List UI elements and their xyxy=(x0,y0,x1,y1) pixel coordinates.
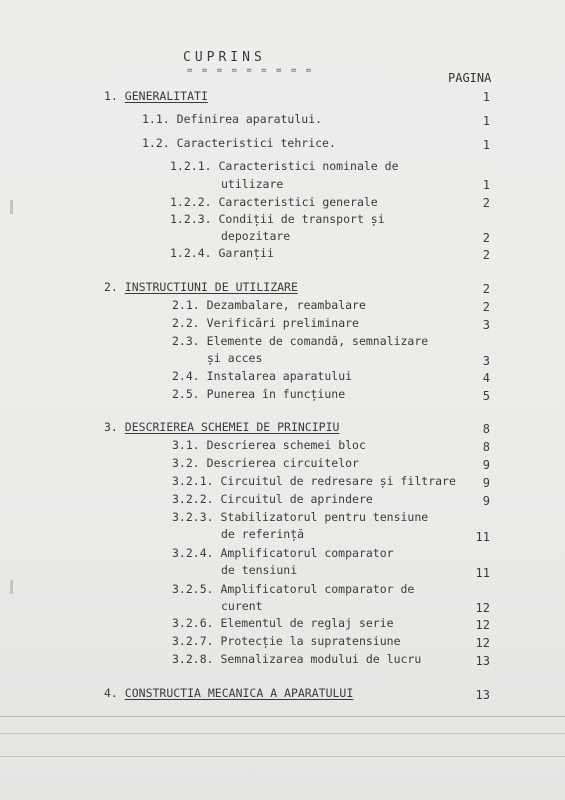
toc-number: 3.2.5. xyxy=(172,582,214,596)
scan-line xyxy=(0,756,565,757)
toc-page-number: 13 xyxy=(475,688,490,702)
toc-label: Punerea în funcțiune xyxy=(206,387,346,401)
toc-label-continuation: de referință xyxy=(221,527,305,541)
toc-label: Caracteristici tehrice. xyxy=(176,136,336,150)
toc-entry-1-2-1 xyxy=(170,159,399,173)
toc-section-heading: INSTRUCTIUNI DE UTILIZARE xyxy=(124,280,298,294)
toc-section-heading: DESCRIEREA SCHEMEI DE PRINCIPIU xyxy=(124,420,340,434)
toc-number: 3.2.6. xyxy=(172,616,214,630)
toc-entry-2-2 xyxy=(172,316,359,330)
toc-page-number: 2 xyxy=(482,231,490,245)
toc-label: Circuitul de aprindere xyxy=(220,492,373,506)
toc-label: Condiții de transport și xyxy=(218,212,385,226)
toc-page-number: 2 xyxy=(482,282,490,296)
scan-edge-mark xyxy=(10,200,13,214)
toc-number: 1.1. xyxy=(142,112,170,126)
toc-label: Caracteristici generale xyxy=(218,195,378,209)
toc-page-number: 1 xyxy=(482,90,490,104)
toc-number: 3.2.4. xyxy=(172,546,214,560)
toc-label-continuation: curent xyxy=(221,599,263,613)
toc-page-number: 2 xyxy=(482,196,490,210)
toc-number: 2.5. xyxy=(172,387,200,401)
toc-page-number: 8 xyxy=(482,440,490,454)
toc-number: 2.2. xyxy=(172,316,200,330)
toc-entry-3-2-1 xyxy=(172,474,456,488)
toc-label: Elementul de reglaj serie xyxy=(220,616,394,630)
toc-entry-3-2-6 xyxy=(172,616,394,630)
toc-entry-2-4 xyxy=(172,369,352,383)
toc-page-number: 1 xyxy=(482,114,490,128)
toc-page-number: 12 xyxy=(475,601,490,615)
toc-number: 1.2.2. xyxy=(170,195,212,209)
toc-page-number: 11 xyxy=(475,566,490,580)
page-column-header: PAGINA xyxy=(448,71,492,85)
toc-label: Semnalizarea modului de lucru xyxy=(220,652,422,666)
toc-entry-1 xyxy=(104,89,208,103)
toc-entry-1-2-2 xyxy=(170,195,378,209)
toc-entry-3-1 xyxy=(172,438,366,452)
title-underline: = = = = = = = = = xyxy=(187,66,314,76)
toc-entry-1-2-3 xyxy=(170,212,385,226)
toc-label-continuation: de tensiuni xyxy=(221,563,298,577)
toc-number: 3.2. xyxy=(172,456,200,470)
toc-label: Descrierea circuitelor xyxy=(206,456,359,470)
toc-page-number: 8 xyxy=(482,422,490,436)
toc-entry-3-2-4 xyxy=(172,546,394,560)
toc-entry-4 xyxy=(104,686,353,700)
toc-entry-3-2-5 xyxy=(172,582,414,596)
toc-page-number: 2 xyxy=(482,248,490,262)
toc-label-continuation: și acces xyxy=(207,351,263,365)
toc-section-heading: CONSTRUCTIA MECANICA A APARATULUI xyxy=(124,686,354,700)
toc-page-number: 9 xyxy=(482,458,490,472)
toc-page-number: 3 xyxy=(482,354,490,368)
page-title: CUPRINS xyxy=(183,50,266,65)
toc-label: Instalarea aparatului xyxy=(206,369,353,383)
toc-entry-3-2-8 xyxy=(172,652,421,666)
scan-line xyxy=(0,733,565,734)
toc-entry-3-2-7 xyxy=(172,634,401,648)
toc-page-number: 13 xyxy=(475,654,490,668)
toc-page-number: 5 xyxy=(482,389,490,403)
toc-label: Protecție la supratensiune xyxy=(220,634,401,648)
toc-page-number: 9 xyxy=(482,476,490,490)
toc-number: 2. xyxy=(104,280,118,294)
toc-number: 1.2.4. xyxy=(170,246,212,260)
toc-number: 3.1. xyxy=(172,438,200,452)
toc-entry-3-2-3 xyxy=(172,510,428,524)
toc-number: 4. xyxy=(104,686,118,700)
toc-number: 2.4. xyxy=(172,369,200,383)
toc-label-continuation: depozitare xyxy=(221,229,291,243)
toc-page-number: 11 xyxy=(475,530,490,544)
toc-page-number: 4 xyxy=(482,371,490,385)
toc-entry-2-3 xyxy=(172,334,428,348)
toc-entry-1-1 xyxy=(142,112,322,126)
toc-label: Caracteristici nominale de xyxy=(218,159,399,173)
toc-page-number: 12 xyxy=(475,618,490,632)
toc-number: 1.2.1. xyxy=(170,159,212,173)
toc-label: Definirea aparatului. xyxy=(176,112,323,126)
toc-entry-1-2-4 xyxy=(170,246,274,260)
toc-page-number: 1 xyxy=(482,138,490,152)
toc-number: 1.2. xyxy=(142,136,170,150)
toc-label: Garanții xyxy=(218,246,274,260)
toc-page-number: 9 xyxy=(482,494,490,508)
toc-label: Amplificatorul comparator xyxy=(220,546,394,560)
toc-label: Elemente de comandă, semnalizare xyxy=(206,334,429,348)
toc-number: 2.3. xyxy=(172,334,200,348)
toc-label-continuation: utilizare xyxy=(221,177,284,191)
toc-number: 3.2.8. xyxy=(172,652,214,666)
toc-label: Dezambalare, reambalare xyxy=(206,298,366,312)
toc-number: 1. xyxy=(104,89,118,103)
toc-label: Circuitul de redresare și filtrare xyxy=(220,474,456,488)
toc-label: Stabilizatorul pentru tensiune xyxy=(220,510,429,524)
toc-entry-3 xyxy=(104,420,339,434)
toc-number: 3.2.1. xyxy=(172,474,214,488)
toc-label: Descrierea schemei bloc xyxy=(206,438,366,452)
toc-number: 3.2.7. xyxy=(172,634,214,648)
toc-label: Amplificatorul comparator de xyxy=(220,582,415,596)
scan-edge-mark xyxy=(10,580,13,594)
toc-number: 1.2.3. xyxy=(170,212,212,226)
toc-entry-2-1 xyxy=(172,298,366,312)
toc-number: 3.2.2. xyxy=(172,492,214,506)
toc-page-number: 3 xyxy=(482,318,490,332)
toc-page-number: 1 xyxy=(482,178,490,192)
toc-page-number: 2 xyxy=(482,300,490,314)
toc-section-heading: GENERALITATI xyxy=(124,89,208,103)
toc-entry-2-5 xyxy=(172,387,345,401)
toc-number: 3. xyxy=(104,420,118,434)
toc-entry-2 xyxy=(104,280,298,294)
toc-entry-1-2 xyxy=(142,136,336,150)
toc-label: Verificări preliminare xyxy=(206,316,359,330)
toc-entry-3-2-2 xyxy=(172,492,373,506)
scan-line xyxy=(0,716,565,717)
toc-page-number: 12 xyxy=(475,636,490,650)
toc-number: 3.2.3. xyxy=(172,510,214,524)
toc-number: 2.1. xyxy=(172,298,200,312)
toc-entry-3-2 xyxy=(172,456,359,470)
